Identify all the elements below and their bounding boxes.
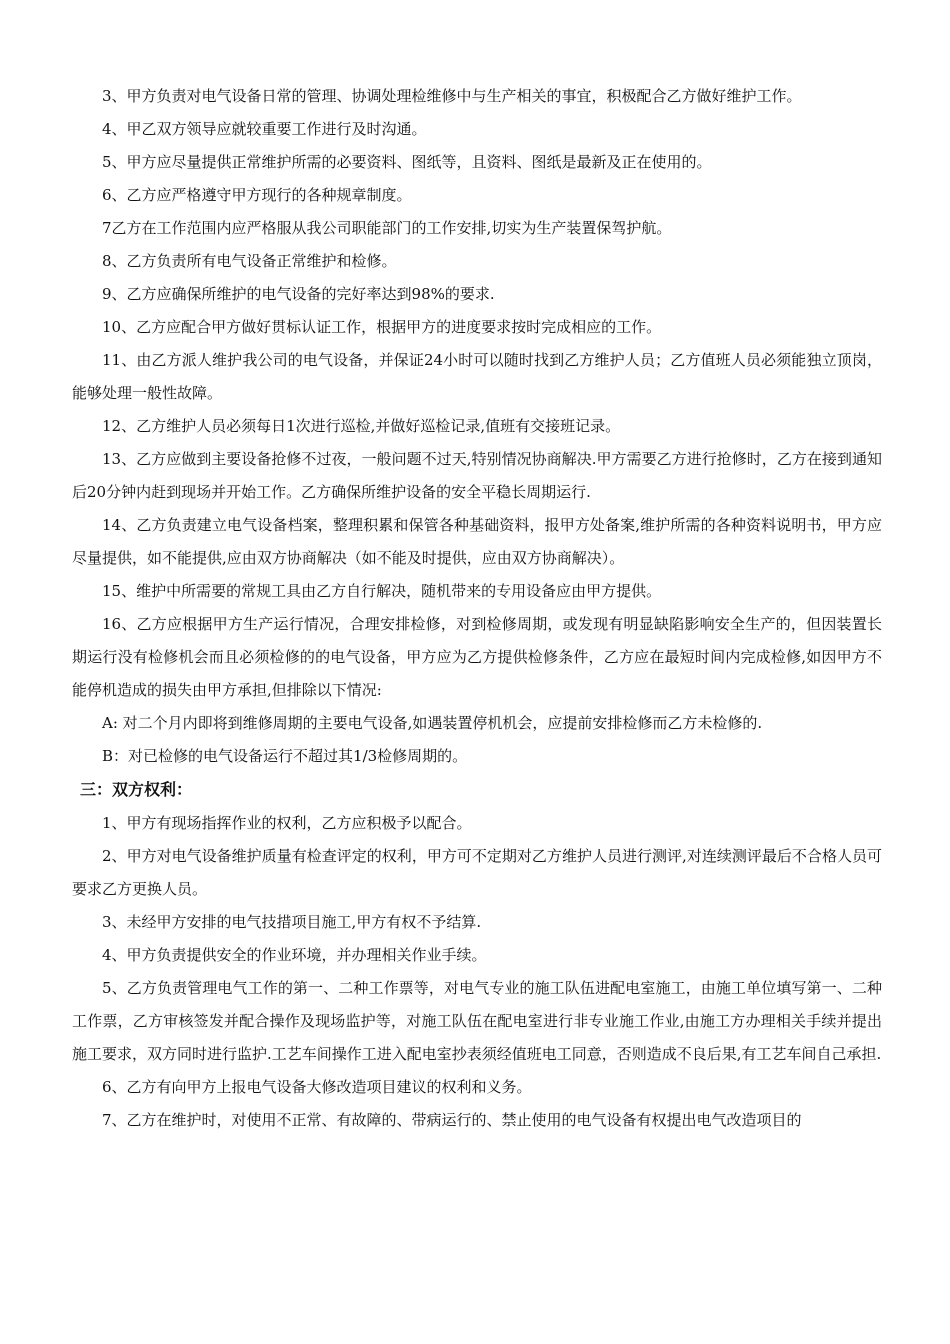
clause-3-1: 1、甲方有现场指挥作业的权利，乙方应积极予以配合。 — [102, 814, 472, 832]
clause-2-15: 15、维护中所需要的常规工具由乙方自行解决，随机带来的专用设备应由甲方提供。 — [102, 582, 662, 600]
clause-2-8: 8、乙方负责所有电气设备正常维护和检修。 — [102, 252, 397, 270]
clause-2-14: 14、乙方负责建立电气设备档案，整理积累和保管各种基础资料，报甲方处备案,维护所需的各种资料说明书，甲方应尽量提供，如不能提供,应由双方协商解决（如不能及时提供，应由双方协商解决）。 — [72, 516, 882, 567]
clause-3-5: 5、乙方负责管理电气工作的第一、二种工作票等，对电气专业的施工队伍进配电室施工，由施工单位填写第一、二种工作票，乙方审核签发并配合操作及现场监护等，对施工队伍在配电室进行非专业施工作业,由施工方办理相关手续并提出施工要求，双方同时进行监护.工艺车间操作工进入配电室抄表须经值班电工同意，否则造成不良后果,有工艺车间自己承担. — [72, 979, 882, 1063]
clause-2-16: 16、乙方应根据甲方生产运行情况，合理安排检修，对到检修周期，或发现有明显缺陷影响安全生产的，但因装置长期运行没有检修机会而且必须检修的的电气设备，甲方应为乙方提供检修条件，乙方应在最短时间内完成检修,如因甲方不能停机造成的损失由甲方承担,但排除以下情况: — [72, 615, 882, 699]
section-heading-rights: 三：双方权利： — [80, 780, 193, 799]
clause-3-7: 7、乙方在维护时，对使用不正常、有故障的、带病运行的、禁止使用的电气设备有权提出电气改造项目的 — [102, 1111, 802, 1129]
clause-2-11: 11、由乙方派人维护我公司的电气设备，并保证24小时可以随时找到乙方维护人员；乙方值班人员必须能独立顶岗，能够处理一般性故障。 — [72, 351, 882, 402]
clause-3-3: 3、未经甲方安排的电气技措项目施工,甲方有权不予结算. — [102, 913, 482, 931]
clause-2-4: 4、甲乙双方领导应就较重要工作进行及时沟通。 — [102, 120, 427, 138]
clause-2-3: 3、甲方负责对电气设备日常的管理、协调处理检维修中与生产相关的事宜，积极配合乙方做好维护工作。 — [102, 87, 802, 105]
clause-2-10: 10、乙方应配合甲方做好贯标认证工作，根据甲方的进度要求按时完成相应的工作。 — [102, 318, 662, 336]
clause-3-4: 4、甲方负责提供安全的作业环境，并办理相关作业手续。 — [102, 946, 487, 964]
document-body — [72, 80, 882, 1137]
clause-2-16-a: A: 对二个月内即将到维修周期的主要电气设备,如遇装置停机机会，应提前安排检修而乙方未检修的. — [102, 714, 763, 732]
clause-2-7: 7乙方在工作范围内应严格服从我公司职能部门的工作安排,切实为生产装置保驾护航。 — [102, 219, 672, 237]
clause-2-5: 5、甲方应尽量提供正常维护所需的必要资料、图纸等，且资料、图纸是最新及正在使用的。 — [102, 153, 712, 171]
clause-3-2: 2、甲方对电气设备维护质量有检查评定的权利，甲方可不定期对乙方维护人员进行测评,对连续测评最后不合格人员可要求乙方更换人员。 — [72, 847, 882, 898]
clause-2-13: 13、乙方应做到主要设备抢修不过夜，一般问题不过天,特别情况协商解决.甲方需要乙方进行抢修时，乙方在接到通知后20分钟内赶到现场并开始工作。乙方确保所维护设备的安全平稳长周期运行. — [72, 450, 882, 501]
clause-2-12: 12、乙方维护人员必须每日1次进行巡检,并做好巡检记录,值班有交接班记录。 — [102, 417, 621, 435]
clause-2-16-b: B：对已检修的电气设备运行不超过其1/3检修周期的。 — [102, 747, 468, 765]
clause-2-9: 9、乙方应确保所维护的电气设备的完好率达到98%的要求. — [102, 285, 495, 303]
clause-3-6: 6、乙方有向甲方上报电气设备大修改造项目建议的权利和义务。 — [102, 1078, 532, 1096]
clause-2-6: 6、乙方应严格遵守甲方现行的各种规章制度。 — [102, 186, 412, 204]
